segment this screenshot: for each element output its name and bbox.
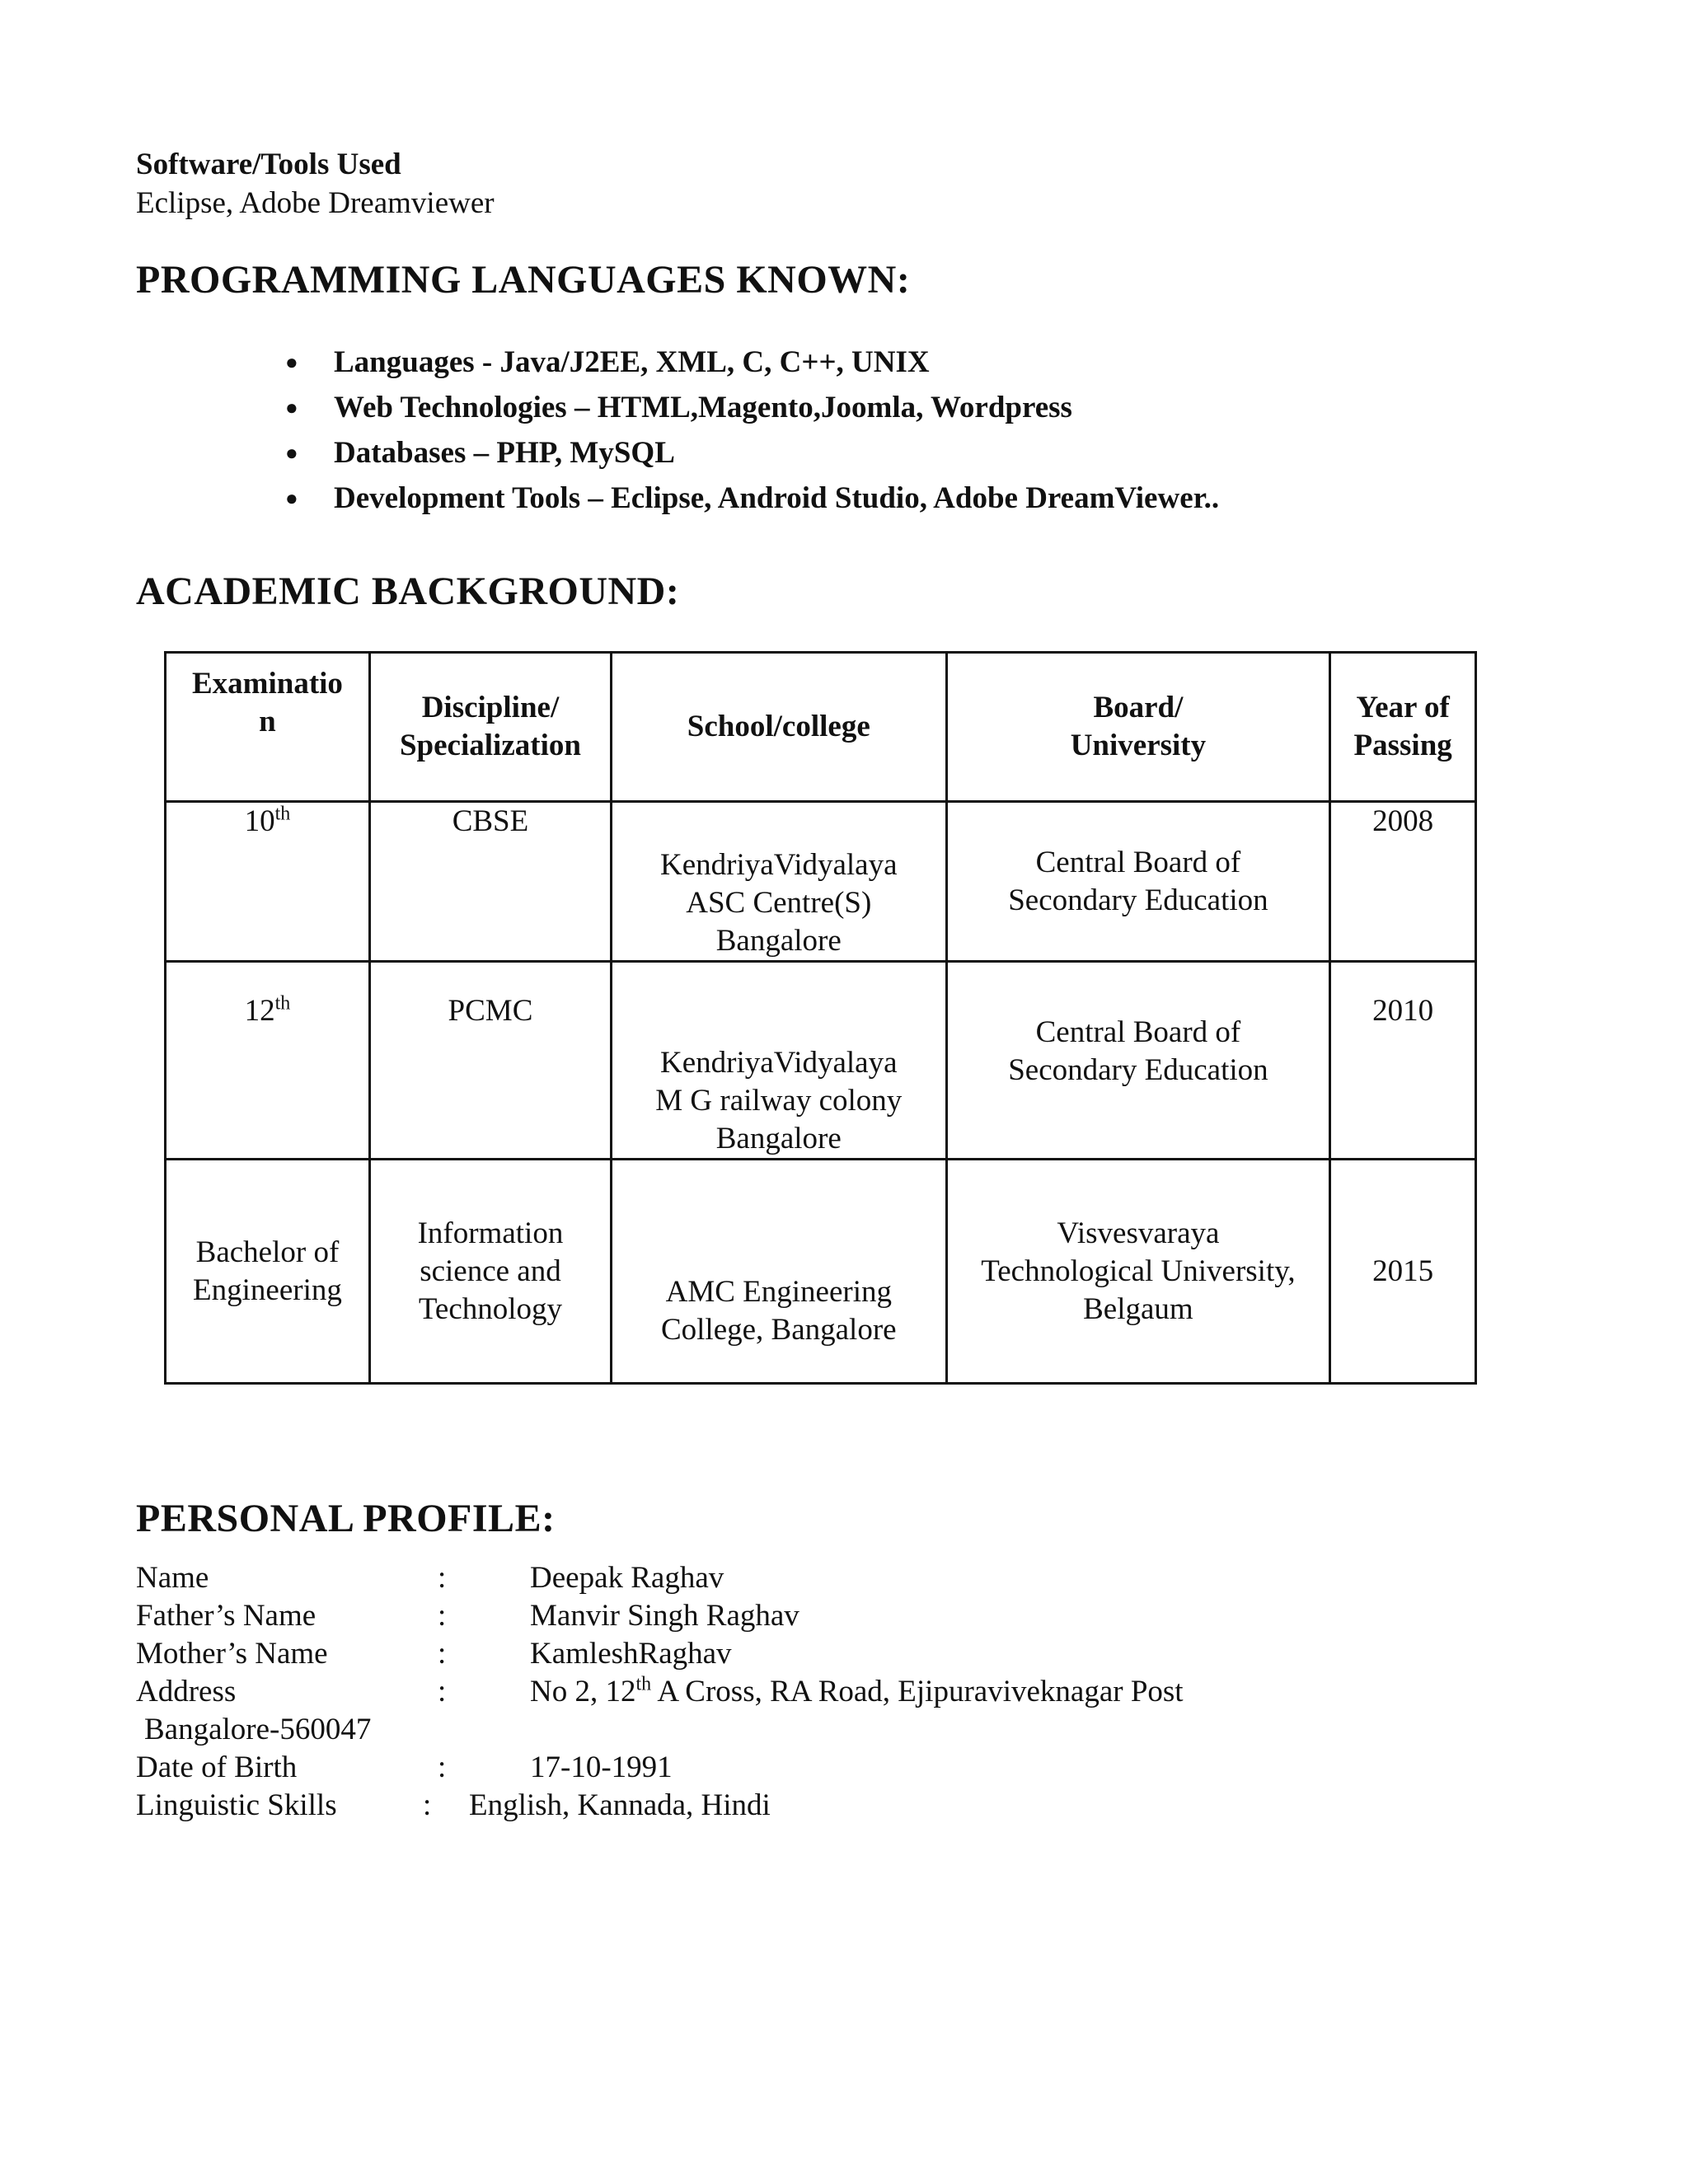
skill-text: Languages - Java/J2EE, XML, C, C++, UNIX [334,345,930,379]
software-tools-heading: Software/Tools Used [136,148,401,181]
table-row [166,802,1476,962]
bullet-icon: ● [285,486,298,510]
school-cell: KendriyaVidyalaya M G railway colony Bangalore [612,962,947,1160]
profile-value: English, Kannada, Hindi [469,1788,771,1822]
profile-value: No 2, 12th A Cross, RA Road, Ejipuraviveknagar Post [530,1673,1184,1708]
year-cell: 2008 [1330,802,1476,962]
profile-label: Father’s Name [136,1599,316,1633]
profile-value: Bangalore-560047 [144,1713,372,1746]
skill-item-dev-tools [280,476,1219,521]
discipline-cell: Information science and Technology [369,1160,611,1384]
profile-label: Date of Birth [136,1750,298,1784]
profile-value: KamleshRaghav [530,1637,732,1671]
academic-table [164,651,1477,1385]
skill-text: Databases – PHP, MySQL [334,436,675,470]
column-header-examination: Examinatio n [166,653,370,802]
profile-value: Manvir Singh Raghav [530,1599,799,1633]
skills-list [280,340,1219,521]
year-cell: 2015 [1330,1160,1476,1384]
skill-text: Development Tools – Eclipse, Android Studio, Adobe DreamViewer.. [334,481,1220,515]
column-header-discipline: Discipline/ Specialization [369,653,611,802]
profile-colon: : [438,1599,447,1633]
bullet-icon: ● [285,396,298,419]
skill-item-languages [280,340,1219,385]
board-cell: Central Board of Secondary Education [946,802,1330,962]
skill-item-web [280,385,1219,430]
profile-colon: : [423,1788,432,1822]
school-cell: AMC Engineering College, Bangalore [612,1160,947,1384]
profile-value: 17-10-1991 [530,1750,673,1784]
profile-label: Mother’s Name [136,1637,328,1671]
skill-text: Web Technologies – HTML,Magento,Joomla, Wordpress [334,391,1072,424]
table-row [166,1160,1476,1384]
exam-cell: 10th [166,802,370,962]
exam-cell: 12th [166,962,370,1160]
profile-label: Linguistic Skills [136,1788,337,1822]
discipline-cell: CBSE [369,802,611,962]
exam-cell: Bachelor of Engineering [166,1160,370,1384]
table-header-row [166,653,1476,802]
column-header-school: School/college [612,653,947,802]
board-cell: Visvesvaraya Technological University, Belgaum [946,1160,1330,1384]
profile-label: Address [136,1675,237,1708]
skill-item-databases [280,430,1219,476]
programming-languages-heading: PROGRAMMING LANGUAGES KNOWN: [136,258,911,302]
column-header-board: Board/ University [946,653,1330,802]
personal-profile-heading: PERSONAL PROFILE: [136,1497,556,1540]
table-row [166,962,1476,1160]
discipline-cell: PCMC [369,962,611,1160]
profile-value: Deepak Raghav [530,1561,724,1595]
board-cell: Central Board of Secondary Education [946,962,1330,1160]
software-tools-value: Eclipse, Adobe Dreamviewer [136,186,495,220]
bullet-icon: ● [285,441,298,465]
profile-colon: : [438,1637,447,1671]
column-header-year: Year of Passing [1330,653,1476,802]
profile-colon: : [438,1750,447,1784]
bullet-icon: ● [285,350,298,374]
profile-colon: : [438,1675,447,1708]
school-cell: KendriyaVidyalaya ASC Centre(S) Bangalore [612,802,947,962]
academic-background-heading: ACADEMIC BACKGROUND: [136,569,680,613]
profile-label: Name [136,1561,209,1595]
year-cell: 2010 [1330,962,1476,1160]
profile-colon: : [438,1561,447,1595]
